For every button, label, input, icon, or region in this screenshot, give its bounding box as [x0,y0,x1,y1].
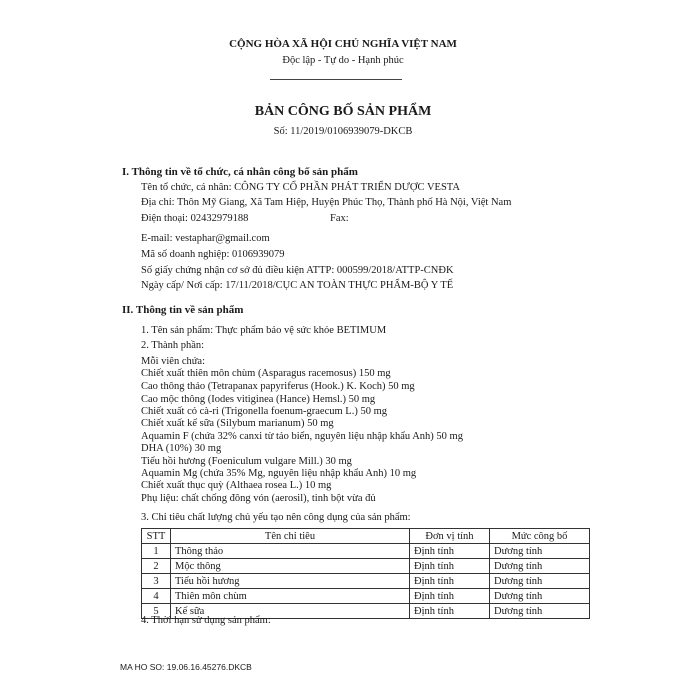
cell-stt: 1 [142,544,171,559]
table-header-row [142,529,590,544]
cell-level: Dương tính [490,559,590,574]
cell-level: Dương tính [490,589,590,604]
org-certificate: Số giấy chứng nhận cơ sở đủ điều kiện ATTP: 000599/2018/ATTP-CNĐK [141,265,454,276]
header-divider [270,79,402,80]
org-address: Địa chỉ: Thôn Mỹ Giang, Xã Tam Hiệp, Huyện Phúc Thọ, Thành phố Hà Nội, Việt Nam [141,197,512,208]
org-fax: Fax: [330,213,349,224]
header-criterion: Tên chỉ tiêu [171,529,410,544]
cell-level: Dương tính [490,604,590,619]
ingredient-line: Aquamin Mg (chứa 35% Mg, nguyên liệu nhập khẩu Anh) 10 mg [141,468,417,479]
ingredient-line: Aquamin F (chứa 32% canxi từ tảo biển, nguyên liệu nhập khẩu Anh) 50 mg [141,431,463,442]
cell-criterion: Tiểu hồi hương [171,574,410,589]
section-2-heading: II. Thông tin về sản phẩm [122,304,244,316]
header-level: Mức công bố [490,529,590,544]
ingredient-line: Phụ liệu: chất chống đông vón (aerosil), tinh bột vừa đủ [141,493,376,504]
table-row [142,574,590,589]
quality-table [141,528,590,619]
cell-unit: Định tính [410,544,490,559]
cell-stt: 5 [142,604,171,619]
cell-unit: Định tính [410,604,490,619]
motto: Độc lập - Tự do - Hạnh phúc [282,55,404,66]
country-header: CỘNG HÒA XÃ HỘI CHỦ NGHĨA VIỆT NAM [229,38,457,50]
per-capsule-label: Mỗi viên chứa: [141,356,206,367]
ingredient-line: Chiết xuất thiên môn chùm (Asparagus racemosus) 150 mg [141,368,391,379]
cell-criterion: Thông thảo [171,544,410,559]
ingredient-line: DHA (10%) 30 mg [141,443,222,454]
ingredient-line: Cao thông thảo (Tetrapanax papyriferus (Hook.) K. Koch) 50 mg [141,381,415,392]
org-email: E-mail: vestaphar@gmail.com [141,233,270,244]
cell-level: Dương tính [490,574,590,589]
document-number: Số: 11/2019/0106939079-DKCB [273,126,413,137]
cell-criterion: Thiên môn chùm [171,589,410,604]
section-1-heading: I. Thông tin về tổ chức, cá nhân công bố sản phẩm [122,166,358,178]
product-name: 1. Tên sản phẩm: Thực phẩm bảo vệ sức khỏe BETIMUM [141,325,387,336]
cell-stt: 4 [142,589,171,604]
org-name: Tên tổ chức, cá nhân: CÔNG TY CỔ PHẦN PHÁT TRIỂN DƯỢC VESTA [141,182,460,193]
dossier-code: MA HO SO: 19.06.16.45276.DKCB [120,662,252,672]
cell-unit: Định tính [410,559,490,574]
ingredient-line: Cao mộc thông (Iodes vitiginea (Hance) Hemsl.) 50 mg [141,394,376,405]
ingredient-line: Tiểu hồi hương (Foeniculum vulgare Mill.) 30 mg [141,456,352,467]
cell-stt: 3 [142,574,171,589]
cell-level: Dương tính [490,544,590,559]
header-stt: STT [142,529,171,544]
cell-unit: Định tính [410,589,490,604]
cell-stt: 2 [142,559,171,574]
ingredient-line: Chiết xuất cỏ cà-ri (Trigonella foenum-graecum L.) 50 mg [141,406,387,417]
table-row [142,589,590,604]
document-title: BẢN CÔNG BỐ SẢN PHẨM [254,104,432,119]
cell-criterion: Kế sữa [171,604,410,619]
org-tax-code: Mã số doanh nghiệp: 0106939079 [141,249,285,260]
quality-label: 3. Chỉ tiêu chất lượng chủ yếu tạo nên công dụng của sản phẩm: [141,512,411,523]
org-issue: Ngày cấp/ Nơi cấp: 17/11/2018/CỤC AN TOÀN THỰC PHẨM-BỘ Y TẾ [141,280,454,291]
shelf-life-label: 4. Thời hạn sử dụng sản phẩm: [141,615,271,626]
header-unit: Đơn vị tính [410,529,490,544]
org-phone: Điện thoại: 02432979188 [141,213,249,224]
cell-criterion: Mộc thông [171,559,410,574]
ingredient-line: Chiết xuất thục quỳ (Althaea rosea L.) 10 mg [141,480,332,491]
cell-unit: Định tính [410,574,490,589]
table-row [142,544,590,559]
composition-label: 2. Thành phần: [141,340,205,351]
ingredient-line: Chiết xuất kế sữa (Silybum marianum) 50 mg [141,418,334,429]
table-row [142,559,590,574]
